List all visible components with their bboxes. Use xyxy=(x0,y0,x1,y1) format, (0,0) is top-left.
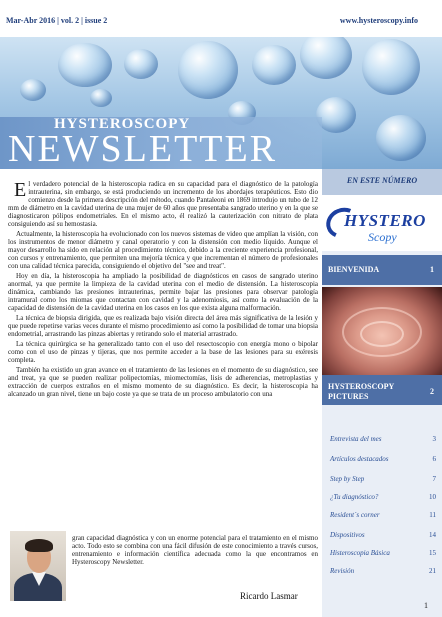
toc-page: 10 xyxy=(429,493,436,501)
water-bubble-decoration xyxy=(362,39,420,95)
section-label: HYSTEROSCOPY PICTURES xyxy=(328,382,394,401)
section-page: 2 xyxy=(430,387,434,396)
editorial-continuation: gran capacidad diagnóstica y con un enorme potencial para el tratamiento en el mismo acto. Todo esto se combina con una fácil difusión de este conocimiento a través cursos, entrenamiento e información científica adecuada como la que encontramos en Hysteroscopy Newsletter. xyxy=(72,534,318,566)
article-paragraph: La técnica quirúrgica se ha generalizado tanto con el uso del resectoscopio con energía mono o bipolar como con el uso de pinzas y tijeras, que nos permite acceder a la base de las lesiones para su exéresis completa. xyxy=(8,340,318,364)
water-bubble-decoration xyxy=(178,41,238,99)
logo-main-text: HYSTERO xyxy=(344,211,426,230)
top-bar xyxy=(0,0,442,36)
article-paragraph: Hoy en día, la histeroscopia ha ampliado la posibilidad de diagnósticos en casos de sangrado uterino anormal, ya que permite la limpieza de la cavidad uterina con el medio de distensión. La histeroscopia dinámica, cambiando las presiones intrauterinas, permite bajar las presiones para observar patología intramural como los miomas que contactan con cavidad y la adenomiosis, así como la evaluación de la capacidad de distensión de la cavidad uterina en los casos en los que exista alguna malformación. xyxy=(8,272,318,312)
water-bubble-decoration xyxy=(58,43,112,87)
masthead-title: NEWSLETTER xyxy=(8,128,278,169)
water-bubble-decoration xyxy=(20,79,46,101)
sidebar-heading: EN ESTE NÚMERO xyxy=(322,169,442,195)
toc-page: 3 xyxy=(432,435,436,443)
uterine-fold-decoration xyxy=(360,321,404,347)
section-hysteroscopy-pictures[interactable] xyxy=(322,375,442,405)
water-bubble-decoration xyxy=(300,37,352,79)
contents-sidebar xyxy=(322,169,442,617)
toc-item-revision[interactable]: Revisión 21 xyxy=(330,567,436,575)
toc-item-dispositivos[interactable]: Dispositivos 14 xyxy=(330,531,436,539)
article-paragraph: El verdadero potencial de la histeroscopia radica en su capacidad para el diagnóstico de la patología intrauterina, sin embargo, se está produciendo un incremento de los abordajes terapéuticos. Esto dio comienzo desde la primera descripción del método, cuando Pantaleoni en 1869 introdujo un tubo de 12 mm de diámetro en la cavidad uterina de una mujer de 60 años que presentaba sangrado uterino y en la que se diagnosticaron pólipos endometriales. En el mismo acto, él realizó la cauterización con nitrato de plata consiguiendo así su hemostasia. xyxy=(8,179,318,228)
toc-page: 11 xyxy=(429,511,436,519)
author-hair xyxy=(25,539,53,552)
toc-item-articulos[interactable]: Artículos destacados 6 xyxy=(330,455,436,463)
section-label: BIENVENIDA xyxy=(328,265,380,274)
issue-info: Mar-Abr 2016 | vol. 2 | issue 2 xyxy=(6,16,108,25)
toc-page: 7 xyxy=(432,475,436,483)
toc-page: 15 xyxy=(429,549,436,557)
toc-item-residents-corner[interactable]: Resident´s corner 11 xyxy=(330,511,436,519)
toc-page: 14 xyxy=(429,531,436,539)
article-paragraph: Actualmente, la histeroscopia ha evolucionado con los nuevos sistemas de video que amplían la visión, con los instrumentos de menor diámetro y canal operatorio y con la distensión con medio líquido. Aunque el mayor desarrollo ha sido en relación al procedimiento técnico, debido a la creciente experiencia profesional, con cursos y entrenamiento, que permiten una mejoría técnica y que incrementan el número de profesionales con una calidad técnica parecida, consiguiendo el objetivo del "see and treat". xyxy=(8,230,318,270)
page-number: 1 xyxy=(424,601,428,610)
water-bubble-decoration xyxy=(90,89,112,107)
hysteroscopy-logo xyxy=(322,195,442,251)
section-bienvenida[interactable] xyxy=(322,255,442,285)
toc-item-histeroscopia-basica[interactable]: Histeroscopia Básica 15 xyxy=(330,549,436,557)
section-page: 1 xyxy=(430,265,434,274)
logo-sub-text: Scopy xyxy=(368,230,397,244)
water-bubble-decoration xyxy=(252,45,296,85)
website-link[interactable]: www.hysteroscopy.info xyxy=(339,16,418,25)
toc-item-diagnostico[interactable]: ¿Tu diagnóstico? 10 xyxy=(330,493,436,501)
water-bubble-decoration xyxy=(124,49,158,79)
author-photo xyxy=(10,531,66,601)
toc-page: 6 xyxy=(432,455,436,463)
masthead-title-top: HYSTEROSCOPY xyxy=(54,116,191,132)
water-bubble-decoration xyxy=(376,115,426,161)
toc-page: 21 xyxy=(429,567,436,575)
article-paragraph: La técnica de biopsia dirigida, que es realizada bajo visión directa del área más significativa de la lesión y que puede repetirse varias veces durante el mismo procedimiento así como la posibilidad de tomar una biopsia endometrial, arrastrando las pinzas abiertas y retirando solo el material arrastrado. xyxy=(8,314,318,338)
article-paragraph: También ha existido un gran avance en el tratamiento de las lesiones en el momento de su diagnóstico, see and treat, ya que se pueden realizar polipectomías, miomectomías, lisis de adherencias, metroplastias y extracción de cuerpos extraños en el mismo momento de su diagnóstico. Es decir, la histeroscopia ha alcanzado un gran nivel, tiene un bajo coste ya que se trata de un proceso ambulatorio con una xyxy=(8,366,318,398)
toc-item-step-by-step[interactable]: Step by Step 7 xyxy=(330,475,436,483)
hysteroscopy-image xyxy=(322,287,442,375)
drop-cap: E xyxy=(14,179,27,201)
author-signature: Ricardo Lasmar xyxy=(240,591,298,601)
water-bubble-decoration xyxy=(316,97,356,133)
masthead-banner xyxy=(0,37,442,169)
toc-item-entrevista[interactable]: Entrevista del mes 3 xyxy=(330,435,436,443)
editorial-column xyxy=(8,180,318,400)
